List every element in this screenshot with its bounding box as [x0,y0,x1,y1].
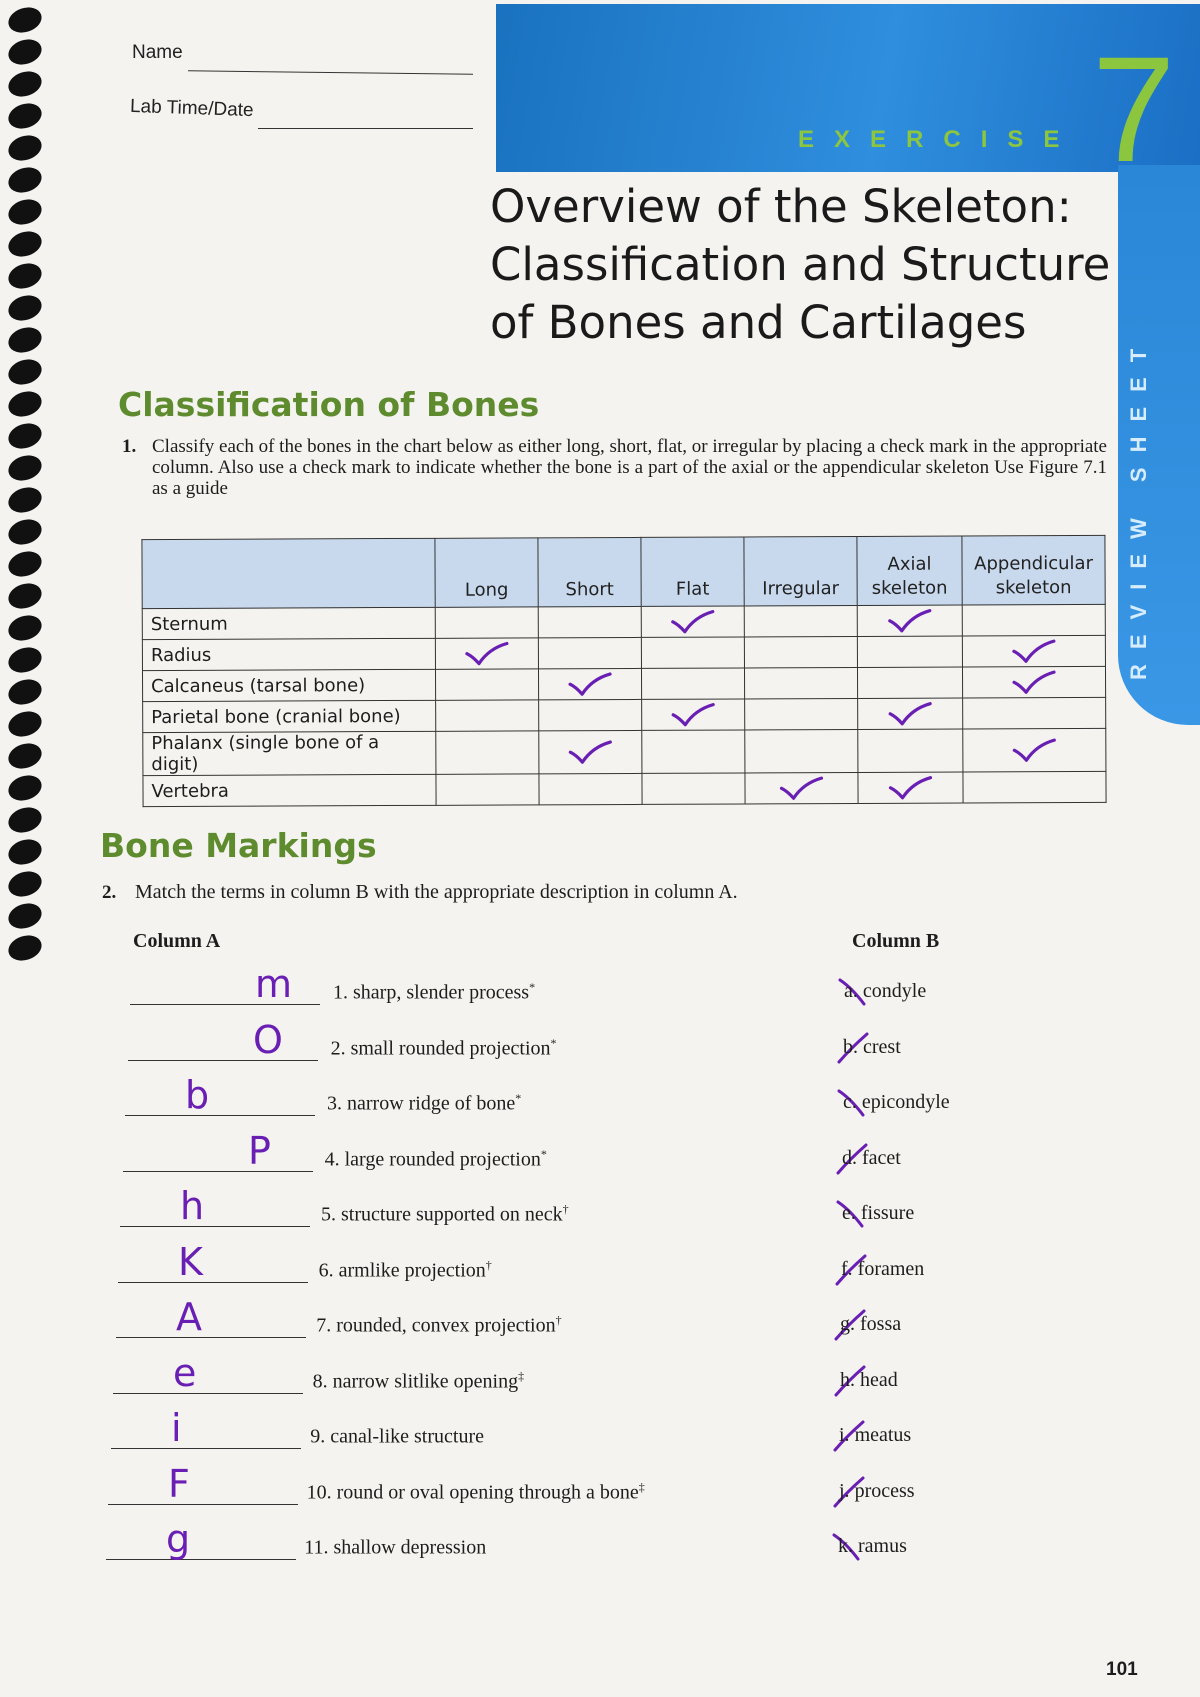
check-cell[interactable] [857,667,962,698]
check-cell[interactable] [436,774,539,805]
column-a-item [321,1202,569,1227]
term-letter: h. [840,1368,855,1391]
check-mark-icon [1010,638,1058,664]
answer-blank[interactable] [113,1393,303,1394]
column-b-item [838,1535,907,1558]
term-name: head [860,1368,898,1391]
binding-ring [5,803,45,836]
item-number: 8. [312,1370,328,1393]
binding-ring [5,131,45,164]
term-letter: e. [842,1202,856,1224]
column-b-item [840,1313,901,1336]
question-2-number: 2. [102,882,117,903]
column-a-label: Column A [133,930,221,952]
column-b-item [842,1147,901,1170]
column-a-item [310,1424,484,1449]
term-letter: g. [840,1313,855,1335]
term-name: fossa [860,1313,902,1335]
check-cell[interactable] [962,604,1105,636]
check-cell[interactable] [745,772,858,803]
bone-name-cell: Parietal bone (cranial bone) [143,700,436,732]
term-letter: i. [839,1424,850,1446]
column-b-item [842,1202,914,1225]
item-description: narrow ridge of bone [347,1092,516,1115]
binding-ring [5,931,45,964]
item-number: 2. [330,1037,346,1060]
check-mark-icon [566,671,614,697]
item-number: 5. [321,1203,336,1226]
header-axial: Axial skeleton [857,536,962,605]
check-cell[interactable] [857,636,962,667]
answer-blank[interactable] [116,1337,306,1338]
check-mark-icon [566,739,614,765]
name-line [188,70,473,74]
header-irregular: Irregular [744,536,857,605]
column-b-item [841,1258,924,1281]
term-name: facet [862,1146,901,1169]
term-letter: d. [842,1146,857,1169]
binding-ring [5,3,45,36]
table-row [142,666,1105,701]
answer-blank[interactable] [106,1559,296,1560]
term-letter: a. [844,980,858,1002]
check-mark-icon [463,640,511,666]
binding-ring [5,547,45,580]
bone-name-cell: Vertebra [143,774,436,806]
item-number: 11. [304,1536,329,1559]
binding-ring [5,483,45,516]
footnote-mark: ‡ [638,1479,645,1494]
check-mark-icon [886,608,934,634]
term-letter: f. [841,1257,853,1280]
column-a-item [325,1147,547,1172]
binding-ring [5,195,45,228]
footnote-mark: † [555,1313,562,1327]
handwritten-answer: e [173,1350,197,1395]
binding-ring [5,99,45,132]
binding-ring [5,515,45,548]
binding-ring [5,739,45,772]
spiral-binding [0,0,60,1697]
check-cell[interactable] [744,605,857,636]
check-cell[interactable] [642,773,745,804]
item-number: 3. [327,1092,342,1115]
bone-markings-heading: Bone Markings [100,826,377,865]
term-letter: k. [838,1535,853,1557]
header-flat: Flat [641,537,744,606]
handwritten-answer: K [178,1239,203,1284]
binding-ring [5,771,45,804]
binding-ring [5,227,45,260]
term-name: epicondyle [861,1091,950,1113]
check-cell[interactable] [539,730,642,773]
handwritten-answer: b [185,1073,210,1117]
check-cell[interactable] [641,637,744,668]
classification-heading: Classification of Bones [118,385,540,424]
check-cell[interactable] [436,731,539,774]
column-a-item [313,1369,525,1394]
item-description: shallow depression [333,1536,487,1559]
check-cell[interactable] [858,729,963,772]
bone-name-cell: Calcaneus (tarsal bone) [142,669,435,701]
title-line-2: Classification and Structure [490,238,1111,291]
handwritten-answer: P [248,1128,271,1173]
check-cell[interactable] [858,772,963,803]
term-name: foramen [857,1257,925,1280]
handwritten-answer: g [166,1517,191,1561]
answer-blank[interactable] [118,1282,308,1283]
binding-ring [5,419,45,452]
check-cell[interactable] [538,606,641,637]
term-letter: b. [843,1035,858,1058]
check-cell[interactable] [858,698,963,729]
answer-blank[interactable] [125,1115,315,1116]
term-letter: j. [839,1479,850,1502]
item-number: 10. [306,1481,332,1504]
column-b-item [843,1036,901,1059]
header-long: Long [435,538,538,607]
answer-blank[interactable] [108,1504,298,1505]
check-cell[interactable] [642,730,745,773]
bone-name-cell: Radius [142,638,435,670]
binding-ring [5,291,45,324]
term-name: fissure [860,1202,915,1224]
header-appendicular: Appendicular skeleton [962,535,1105,605]
footnote-mark: † [562,1202,569,1216]
column-a-item [304,1535,486,1560]
check-cell[interactable] [641,606,744,637]
check-cell[interactable] [435,669,538,700]
exercise-number: 7 [1092,25,1176,193]
question-1-text: Classify each of the bones in the chart below as either long, short, flat, or irregular by placing a check mark in the appropriate column. Also use a check mark to indicate whether the bone is a part of the axial or the appendicular skeleton Use Figure 7.1 as a guide [152,436,1107,499]
table-header-row [142,535,1105,608]
binding-ring [5,835,45,868]
column-b-item [844,980,926,1003]
check-cell[interactable] [962,635,1105,667]
footnote-mark: ‡ [518,1368,525,1383]
column-b-item [839,1480,915,1503]
check-cell[interactable] [539,699,642,730]
check-cell[interactable] [962,666,1105,698]
binding-ring [5,643,45,676]
check-cell[interactable] [857,605,962,636]
binding-ring [5,867,45,900]
item-number: 1. [333,981,348,1004]
term-name: condyle [862,980,927,1002]
check-cell[interactable] [538,637,641,668]
term-letter: c. [843,1091,857,1113]
item-number: 4. [324,1148,340,1171]
binding-ring [5,611,45,644]
footnote-mark: * [515,1091,522,1105]
item-number: 7. [316,1314,332,1337]
item-description: structure supported on neck [341,1203,563,1226]
table-row [142,604,1105,639]
check-mark-icon [777,775,825,801]
header-short: Short [538,537,641,606]
answer-blank[interactable] [128,1060,318,1061]
footnote-mark: * [540,1146,547,1161]
column-b-label: Column B [852,930,940,952]
lab-time-line [258,128,473,129]
name-label: Name [132,42,183,63]
check-cell[interactable] [744,636,857,667]
table-row [143,771,1106,806]
table-header-blank [142,538,435,608]
handwritten-answer: F [168,1461,190,1506]
check-cell[interactable] [744,667,857,698]
column-a-item [333,980,535,1005]
check-cell[interactable] [963,697,1106,729]
column-a-item [316,1313,561,1338]
term-name: meatus [854,1424,912,1446]
title-line-1: Overview of the Skeleton: [490,180,1072,233]
check-mark-icon [669,609,717,635]
check-mark-icon [886,775,934,801]
table-row [143,728,1106,775]
binding-ring [5,451,45,484]
footnote-mark: * [529,980,536,994]
column-a-item [307,1480,645,1505]
item-description: canal-like structure [330,1425,484,1448]
binding-ring [5,323,45,356]
handwritten-answer: m [255,962,293,1006]
handwritten-answer: h [180,1184,205,1228]
column-a-item [319,1258,492,1283]
item-description: narrow slitlike opening [332,1370,519,1393]
column-a-item [331,1036,557,1061]
page-number: 101 [1106,1659,1138,1680]
item-number: 9. [310,1425,326,1448]
check-cell[interactable] [963,771,1106,803]
item-description: round or oval opening through a bone [336,1481,639,1504]
table-row [142,635,1105,670]
item-number: 6. [318,1259,334,1282]
exercise-word: EXERCISE [798,126,1080,153]
check-mark-icon [1010,737,1058,763]
binding-ring [5,355,45,388]
bone-classification-table [141,535,1106,807]
binding-ring [5,899,45,932]
binding-ring [5,259,45,292]
bone-name-cell: Sternum [142,607,435,639]
footnote-mark: † [485,1257,492,1272]
check-cell[interactable] [963,728,1106,772]
term-name: ramus [858,1535,907,1557]
handwritten-answer: A [176,1295,202,1339]
binding-ring [5,67,45,100]
answer-blank[interactable] [120,1226,310,1227]
item-description: sharp, slender process [353,981,530,1004]
check-cell[interactable] [538,668,641,699]
question-1-number: 1. [122,436,137,457]
page-title [490,178,1110,352]
item-description: small rounded projection [350,1037,551,1060]
binding-ring [5,387,45,420]
binding-ring [5,707,45,740]
check-cell[interactable] [745,729,858,772]
title-line-3: of Bones and Cartilages [490,296,1027,349]
check-mark-icon [886,701,934,727]
column-a-item [327,1091,521,1116]
check-cell[interactable] [641,668,744,699]
column-b-item [843,1091,950,1114]
answer-blank[interactable] [111,1448,301,1449]
footnote-mark: * [550,1035,557,1050]
term-name: process [854,1479,915,1502]
check-cell[interactable] [435,638,538,669]
question-2-text: Match the terms in column B with the appropriate description in column A. [135,881,738,903]
item-description: armlike projection [338,1259,486,1282]
item-description: rounded, convex projection [336,1314,556,1337]
item-description: large rounded projection [344,1148,541,1171]
handwritten-answer: O [253,1017,283,1062]
handwritten-answer: i [171,1406,182,1450]
table-row [143,697,1106,732]
bone-name-cell: Phalanx (single bone of a digit) [143,731,436,775]
column-b-item [839,1424,911,1447]
check-mark-icon [1010,669,1058,695]
lab-time-label: Lab Time/Date [129,95,254,122]
check-mark-icon [669,702,717,728]
check-cell[interactable] [539,773,642,804]
check-cell[interactable] [436,700,539,731]
check-cell[interactable] [435,607,538,638]
review-sheet-label: REVIEW SHEET [1126,333,1151,680]
column-b-item [840,1369,898,1392]
binding-ring [5,35,45,68]
binding-ring [5,163,45,196]
check-cell[interactable] [745,698,858,729]
check-cell[interactable] [642,699,745,730]
term-name: crest [863,1035,901,1058]
binding-ring [5,579,45,612]
binding-ring [5,675,45,708]
answer-blank[interactable] [123,1171,313,1172]
